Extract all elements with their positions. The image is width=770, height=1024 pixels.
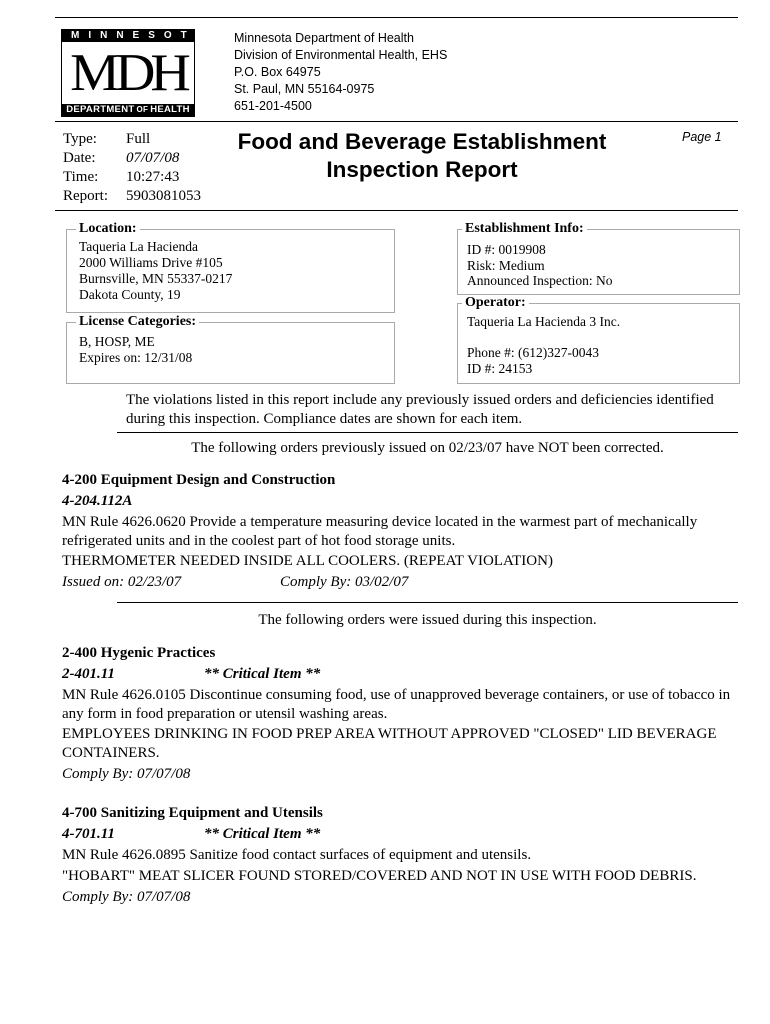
license-expires: Expires on: 12/31/08: [79, 350, 193, 365]
comply-date: Comply By: 03/02/07: [280, 574, 409, 590]
previous-orders-heading: The following orders previously issued on 02/23/07 have NOT been corrected.: [191, 440, 664, 456]
report-title: [226, 128, 618, 184]
title-line: Inspection Report: [326, 157, 518, 182]
agency-line: St. Paul, MN 55164-0975: [234, 82, 375, 96]
report-value: 5903081053: [126, 188, 201, 204]
report-label: Report:: [63, 188, 108, 204]
date-value: 07/07/08: [126, 150, 180, 166]
logo-letters: MDH: [70, 43, 186, 103]
violation-code: 2-401.11: [62, 666, 115, 682]
issued-date: Issued on: 02/23/07: [62, 574, 182, 590]
license-legend: License Categories:: [76, 314, 199, 330]
operator-phone: Phone #: (612)327-0043: [467, 345, 599, 360]
section-rule: [117, 602, 738, 603]
license-categories: B, HOSP, ME: [79, 334, 155, 349]
notice-rule: [117, 432, 738, 433]
operator-legend: Operator:: [462, 295, 529, 311]
notice-text: [126, 391, 714, 429]
operator-name: Taqueria La Hacienda 3 Inc.: [467, 314, 621, 329]
violation-note: [62, 725, 717, 763]
meta-rule: [55, 210, 738, 211]
note-line: EMPLOYEES DRINKING IN FOOD PREP AREA WITHOUT APPROVED "CLOSED" LID BEVERAGE: [62, 726, 717, 742]
operator-id: ID #: 24153: [467, 361, 533, 376]
notice-line: during this inspection. Compliance dates are shown for each item.: [126, 411, 523, 427]
rule-line: any form in food preparation or utensil washing areas.: [62, 706, 388, 722]
title-line: Food and Beverage Establishment: [237, 129, 607, 154]
notice-line: The violations listed in this report include any previously issued orders and deficiencies identified: [126, 392, 714, 408]
type-value: Full: [126, 131, 151, 147]
establishment-id: ID #: 0019908: [467, 242, 546, 257]
rule-line: refrigerated units and in the coolest part of hot food storage units.: [62, 533, 456, 549]
comply-date: Comply By: 07/07/08: [62, 889, 191, 905]
location-name: Taqueria La Hacienda: [79, 239, 198, 254]
establishment-announced: Announced Inspection: No: [467, 273, 613, 288]
mdh-logo: [61, 29, 212, 117]
agency-line: P.O. Box 64975: [234, 65, 321, 79]
critical-item-label: ** Critical Item **: [204, 826, 321, 842]
type-label: Type:: [63, 131, 97, 147]
violation-rule: MN Rule 4626.0895 Sanitize food contact surfaces of equipment and utensils.: [62, 847, 532, 863]
agency-line: 651-201-4500: [234, 99, 312, 113]
establishment-legend: Establishment Info:: [462, 221, 587, 237]
note-line: CONTAINERS.: [62, 745, 160, 761]
logo-bottom-band: [62, 104, 194, 116]
rule-line: MN Rule 4626.0620 Provide a temperature measuring device located in the warmest part of mechanically: [62, 514, 698, 530]
agency-address: [234, 30, 447, 115]
critical-item-label: ** Critical Item **: [204, 666, 321, 682]
new-orders-heading: The following orders were issued during this inspection.: [258, 612, 597, 628]
violation-section: 4-700 Sanitizing Equipment and Utensils: [62, 805, 323, 821]
violation-section: 4-200 Equipment Design and Construction: [62, 472, 336, 488]
rule-line: MN Rule 4626.0105 Discontinue consuming food, use of unapproved beverage containers, or use of tobacco in: [62, 687, 731, 703]
agency-line: Division of Environmental Health, EHS: [234, 48, 448, 62]
logo-top-band: MINNESOTA: [62, 30, 194, 42]
violation-section: 2-400 Hygenic Practices: [62, 645, 216, 661]
location-legend: Location:: [76, 221, 140, 237]
violation-rule: [62, 686, 730, 724]
violation-note: "HOBART" MEAT SLICER FOUND STORED/COVERED AND NOT IN USE WITH FOOD DEBRIS.: [62, 868, 697, 884]
location-street: 2000 Williams Drive #105: [79, 255, 223, 270]
logo-dept: DEPARTMENT: [66, 104, 135, 115]
location-county: Dakota County, 19: [79, 287, 181, 302]
logo-of: OF: [136, 105, 149, 114]
header-rule: [55, 121, 738, 122]
page-number: Page 1: [682, 130, 722, 144]
violation-code: 4-701.11: [62, 826, 115, 842]
establishment-risk: Risk: Medium: [467, 258, 545, 273]
agency-line: Minnesota Department of Health: [234, 31, 414, 45]
time-value: 10:27:43: [126, 169, 180, 185]
violation-rule: [62, 513, 697, 551]
date-label: Date:: [63, 150, 96, 166]
violation-code: 4-204.112A: [62, 493, 133, 509]
time-label: Time:: [63, 169, 99, 185]
location-city: Burnsville, MN 55337-0217: [79, 271, 233, 286]
comply-date: Comply By: 07/07/08: [62, 766, 191, 782]
violation-note: THERMOMETER NEEDED INSIDE ALL COOLERS. (REPEAT VIOLATION): [62, 553, 553, 569]
top-rule: [55, 17, 738, 18]
logo-health: HEALTH: [150, 104, 190, 115]
